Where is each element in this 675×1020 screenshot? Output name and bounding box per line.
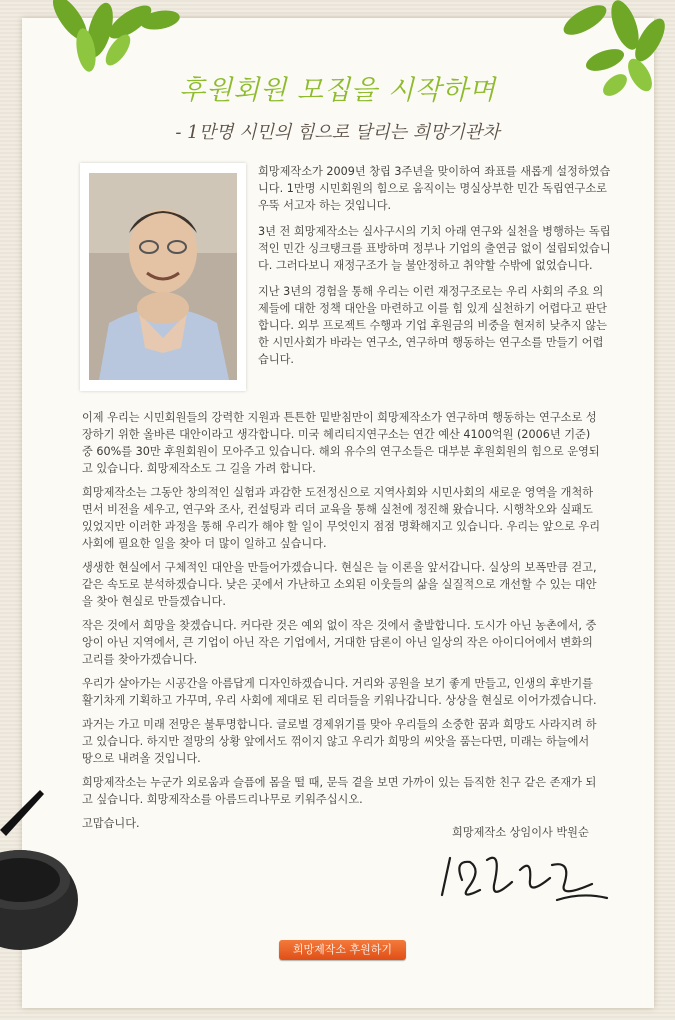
portrait-photo-frame (80, 163, 246, 391)
intro-text (258, 163, 614, 377)
page-title: 후원회원 모집을 시작하며 (178, 75, 497, 106)
signature-graphic (432, 840, 612, 910)
body-paragraph: 우리가 살아가는 시공간을 아름답게 디자인하겠습니다. 거리와 공원을 보기 좋게 만들고, 인생의 후반기를 활기차게 기획하고 가꾸며, 우리 사회에 제대로 된 리더들을 키워나갑니다. 상상을 현실로 이어가겠습니다. (82, 677, 597, 707)
body-paragraph: 생생한 현실에서 구체적인 대안을 만들어가겠습니다. 현실은 늘 이론을 앞서갑니다. 실상의 보폭만큼 걷고, 같은 속도로 분석하겠습니다. 낮은 곳에서 가난하고 소외된 이웃들의 삶을 실질적으로 개선할 수 있는 대안을 찾아 현실로 만들겠습니다. (82, 561, 597, 608)
signer-name: 희망제작소 상임이사 박원순 (452, 826, 589, 839)
body-paragraph: 작은 것에서 희망을 찾겠습니다. 커다란 것은 예외 없이 작은 것에서 출발합니다. 도시가 아닌 농촌에서, 중앙이 아닌 지역에서, 큰 기업이 아닌 작은 기업에서, 거대한 담론이 아닌 일상의 작은 아이디어에서 변화의 고리를 찾아가겠습니다. (82, 619, 597, 666)
intro-paragraph: 3년 전 희망제작소는 실사구시의 기치 아래 연구와 실천을 병행하는 독립적인 민간 싱크탱크를 표방하며 정부나 기업의 출연금 없이 설립되었습니다. 그러다보니 재정구조가 늘 불안정하고 취약할 수밖에 없었습니다. (258, 225, 611, 272)
coffee-cup-icon (0, 770, 80, 950)
page-subtitle: - 1만명 시민의 힘으로 달리는 희망기관차 (175, 122, 500, 143)
body-paragraph: 희망제작소는 그동안 창의적인 실험과 과감한 도전정신으로 지역사회와 시민사회의 새로운 영역을 개척하면서 비전을 세우고, 연구와 조사, 컨설팅과 리더 교육을 통해 실천에 정진해 왔습니다. 시행착오와 실패도 있었지만 이러한 과정을 통해 우리가 해야 할 일이 무엇인지 점점 명확해지고 있습니다. 우리는 앞으로 우리 사회에 필요한 일을 찾아 더 많이 일하고 싶습니다. (82, 486, 601, 550)
closing-line: 고맙습니다. (82, 817, 140, 830)
body-paragraph: 과거는 가고 미래 전망은 불투명합니다. 글로벌 경제위기를 맞아 우리들의 소중한 꿈과 희망도 사라지려 하고 있습니다. 하지만 절망의 상황 앞에서도 꺾이지 않고 우리가 희망의 씨앗을 품는다면, 미래는 하늘에서 땅으로 내려올 것입니다. (82, 718, 597, 765)
donate-button[interactable]: 희망제작소 후원하기 (279, 940, 406, 960)
intro-paragraph: 지난 3년의 경험을 통해 우리는 이런 재정구조로는 우리 사회의 주요 의제들에 대한 정책 대안을 마련하고 이를 힘 있게 실천하기 어렵다고 판단합니다. 외부 프로젝트 수행과 기업 후원금의 비중을 현저히 낮추지 않는 한 시민사회가 바라는 연구소, 연구하며 행동하는 연구소를 만들기 어렵습니다. (258, 285, 607, 366)
body-paragraph: 이제 우리는 시민회원들의 강력한 지원과 튼튼한 밑받침만이 희망제작소가 연구하며 행동하는 연구소로 성장하기 위한 올바른 대안이라고 생각합니다. 미국 헤리티지연구소는 연간 예산 4100억원 (2006년 기준) 중 60%를 30만 후원회원이 모아주고 있습니다. 해외 유수의 연구소들은 대부분 후원회원의 힘으로 운영되고 있습니다. 희망제작소도 그 길을 가려 합니다. (82, 411, 600, 475)
body-text (82, 409, 602, 839)
body-paragraph: 희망제작소는 누군가 외로움과 슬픔에 몸을 떨 때, 문득 곁을 보면 가까이 있는 듬직한 친구 같은 존재가 되고 싶습니다. 희망제작소를 아름드리나무로 키워주십시오. (82, 776, 597, 806)
portrait-photo (89, 173, 237, 380)
intro-paragraph: 희망제작소가 2009년 창립 3주년을 맞이하여 좌표를 새롭게 설정하였습니다. 1만명 시민회원의 힘으로 움직이는 명실상부한 민간 독립연구소로 우뚝 서고자 하는 것입니다. (258, 165, 611, 212)
